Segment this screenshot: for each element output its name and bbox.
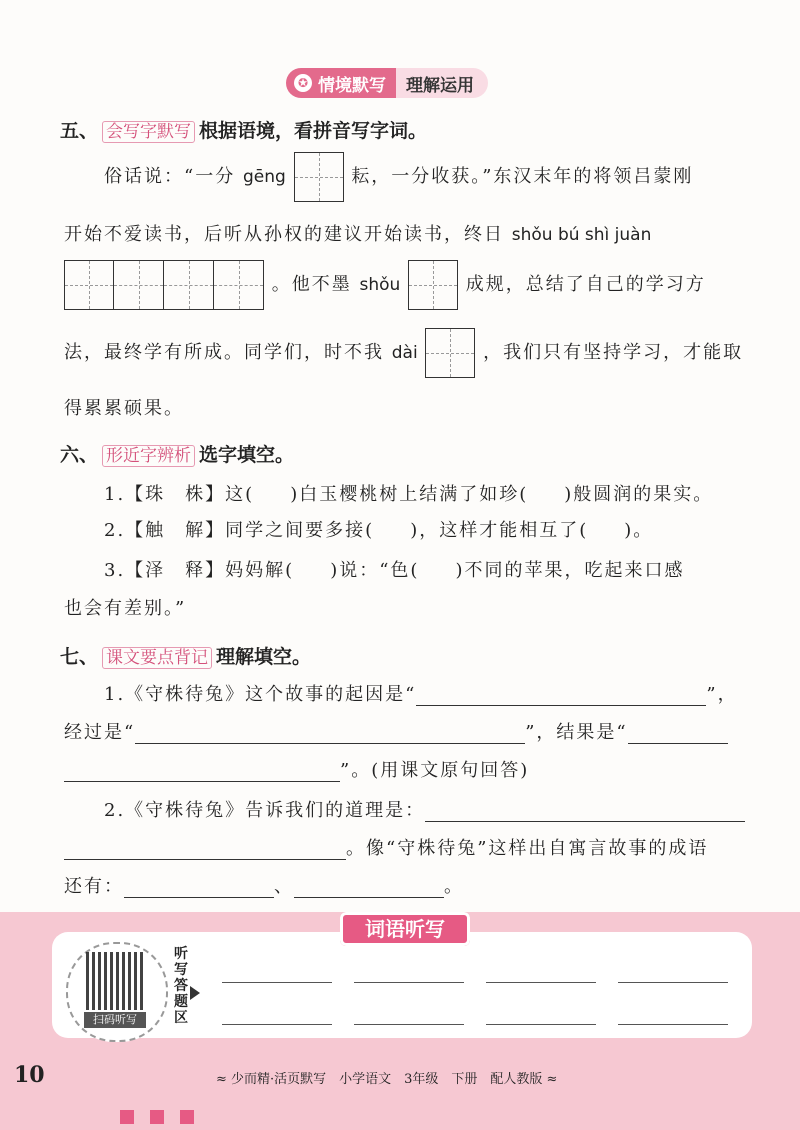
dictation-line[interactable] — [486, 982, 596, 983]
dictation-line[interactable] — [222, 982, 332, 983]
s5-line-3: 。他不墨 shǒu 成规，总结了自己的学习方 — [64, 260, 706, 310]
s6-q1: 1.【珠 株】这( )白玉樱桃树上结满了如珍( )般圆润的果实。 — [104, 484, 714, 505]
section-7-title: 七、 课文要点背记 理解填空。 — [60, 646, 312, 668]
answer-line[interactable] — [64, 841, 346, 860]
dictation-line[interactable] — [618, 982, 728, 983]
write-box[interactable] — [294, 152, 344, 202]
section-5-tag: 会写字默写 — [102, 121, 195, 143]
section-6-tag: 形近字辨析 — [102, 445, 195, 467]
s5-line-2: 开始不爱读书，后听从孙权的建议开始读书，终日 shǒu bú shì juàn — [64, 224, 652, 245]
s7-q1: 1.《守株待兔》这个故事的起因是“ ”， — [104, 684, 738, 705]
medal-icon: ✪ — [294, 74, 312, 92]
footer-text: ≈ 少而精·活页默写 小学语文 3年级 下册 配人教版 ≈ — [216, 1072, 558, 1087]
qr-label: 扫码听写 — [84, 1012, 146, 1028]
s7-q1-end: ”。(用课文原句回答) — [64, 756, 529, 782]
dictation-line[interactable] — [354, 982, 464, 983]
decor-square — [120, 1110, 134, 1124]
header-left — [286, 68, 396, 98]
section-6-title: 六、 形近字辨析 选字填空。 — [60, 444, 295, 466]
write-box[interactable] — [425, 328, 475, 378]
s7-q2: 2.《守株待兔》告诉我们的道理是： — [104, 796, 745, 822]
answer-line[interactable] — [294, 879, 444, 898]
dictation-title: 词语听写 — [340, 912, 470, 946]
s6-q2: 2.【触 解】同学之间要多接( )，这样才能相互了( )。 — [104, 520, 654, 541]
page-number: 10 — [14, 1062, 45, 1088]
dictation-line[interactable] — [354, 1024, 464, 1025]
write-box[interactable] — [408, 260, 458, 310]
answer-line[interactable] — [425, 803, 745, 822]
s7-q1-cont: 经过是“ ”，结果是“ — [64, 718, 728, 744]
s5-line-1: 俗话说：“一分 gēng 耘，一分收获。”东汉末年的将领吕蒙刚 — [104, 152, 693, 202]
qr-code-icon[interactable] — [86, 952, 144, 1010]
section-5-title: 五、 会写字默写 根据语境，看拼音写字词。 — [60, 120, 428, 142]
answer-area-label: 听写答题区 — [174, 946, 188, 1026]
decor-square — [150, 1110, 164, 1124]
answer-line[interactable] — [64, 763, 340, 782]
s5-line-5: 得累累硕果。 — [64, 398, 184, 419]
section-header — [286, 68, 488, 98]
s6-q3: 3.【泽 释】妈妈解( )说：“色( )不同的苹果，吃起来口感 — [104, 560, 685, 581]
answer-line[interactable] — [416, 687, 706, 706]
s5-line-4: 法，最终学有所成。同学们，时不我 dài ，我们只有坚持学习，才能取 — [64, 328, 743, 378]
s6-q3-cont: 也会有差别。” — [64, 598, 187, 619]
decor-square — [180, 1110, 194, 1124]
answer-line[interactable] — [135, 725, 525, 744]
dictation-line[interactable] — [618, 1024, 728, 1025]
dictation-line[interactable] — [222, 1024, 332, 1025]
s7-q2-cont: 。像“守株待兔”这样出自寓言故事的成语 — [64, 834, 708, 860]
dictation-line[interactable] — [486, 1024, 596, 1025]
arrow-right-icon — [190, 986, 200, 1000]
s7-q2-end: 还有： 、 。 — [64, 876, 464, 897]
answer-line[interactable] — [124, 879, 274, 898]
write-box-group[interactable] — [64, 260, 264, 310]
section-7-tag: 课文要点背记 — [102, 647, 212, 669]
header-right-label: 理解运用 — [396, 68, 488, 98]
answer-line[interactable] — [628, 725, 728, 744]
header-left-label: 情境默写 — [318, 75, 386, 96]
